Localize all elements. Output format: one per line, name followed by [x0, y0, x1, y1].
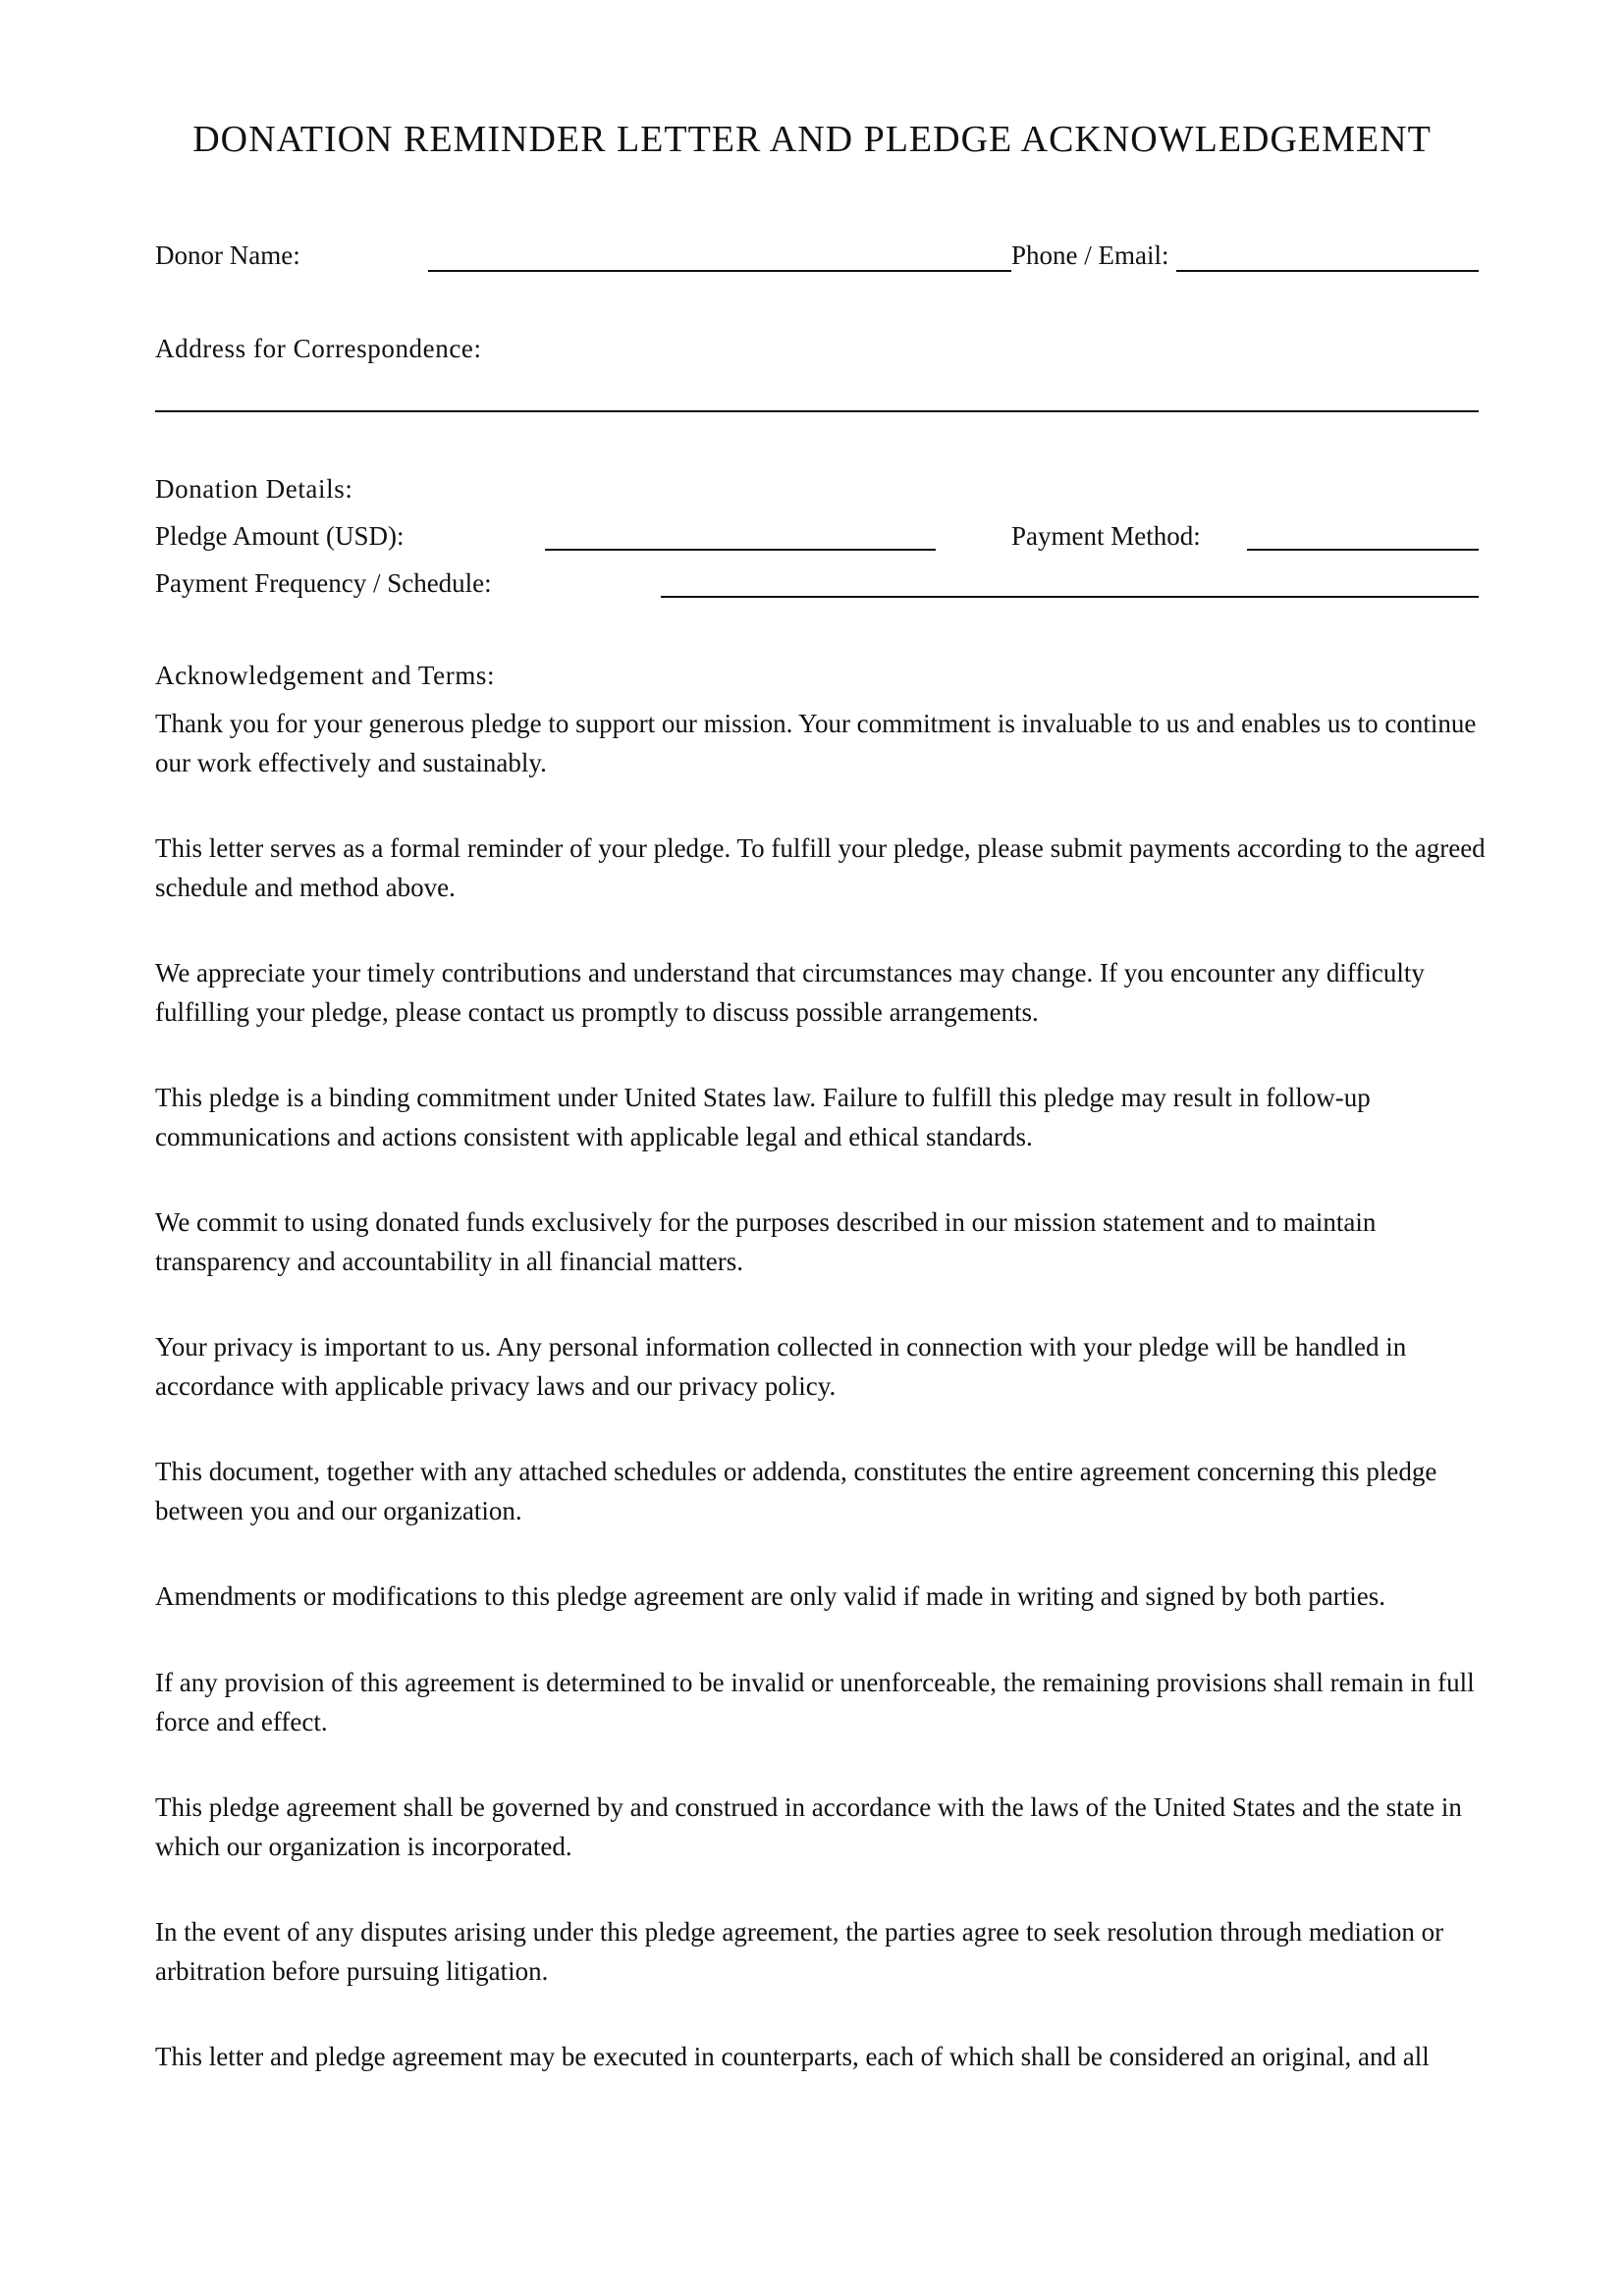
payment-method-field[interactable] [1247, 549, 1479, 551]
terms-paragraph: This letter and pledge agreement may be executed in counterparts, each of which shall be considered an original, and all [155, 2042, 1430, 2071]
terms-paragraph: This letter serves as a formal reminder of your pledge. To fulfill your pledge, please submit payments according to the agreed schedule and method above. [155, 833, 1486, 902]
terms-paragraph: We appreciate your timely contributions and understand that circumstances may change. If you encounter any difficulty fulfilling your pledge, please contact us promptly to discuss possible arrangements. [155, 958, 1425, 1027]
payment-method-label: Payment Method: [1011, 521, 1201, 551]
terms-paragraph: This document, together with any attached schedules or addenda, constitutes the entire agreement concerning this pledge between you and our organization. [155, 1457, 1437, 1525]
terms-heading: Acknowledgement and Terms: [155, 661, 496, 690]
donation-details-heading: Donation Details: [155, 474, 353, 504]
pledge-amount-label: Pledge Amount (USD): [155, 521, 405, 551]
address-field[interactable] [155, 410, 1479, 412]
terms-paragraph: This pledge is a binding commitment under United States law. Failure to fulfill this pledge may result in follow-up communications and actions consistent with applicable legal and ethical standards. [155, 1083, 1371, 1151]
pledge-amount-field[interactable] [545, 549, 936, 551]
payment-frequency-label: Payment Frequency / Schedule: [155, 568, 492, 598]
phone-email-field[interactable] [1176, 270, 1479, 272]
terms-paragraph: We commit to using donated funds exclusively for the purposes described in our mission statement and to maintain transparency and accountability in all financial matters. [155, 1207, 1377, 1276]
terms-paragraph: This pledge agreement shall be governed by and construed in accordance with the laws of the United States and the state in which our organization is incorporated. [155, 1792, 1462, 1861]
address-label: Address for Correspondence: [155, 334, 482, 363]
terms-paragraph: Thank you for your generous pledge to support our mission. Your commitment is invaluable to us and enables us to continue our work effectively and sustainably. [155, 709, 1477, 777]
payment-frequency-field[interactable] [661, 596, 1479, 598]
terms-paragraph: Amendments or modifications to this pledge agreement are only valid if made in writing and signed by both parties. [155, 1581, 1385, 1611]
document-title: DONATION REMINDER LETTER AND PLEDGE ACKNOWLEDGEMENT [192, 119, 1432, 160]
terms-paragraph: If any provision of this agreement is determined to be invalid or unenforceable, the remaining provisions shall remain in full force and effect. [155, 1668, 1475, 1736]
donor-name-label: Donor Name: [155, 240, 300, 270]
terms-paragraph: In the event of any disputes arising under this pledge agreement, the parties agree to seek resolution through mediation or arbitration before pursuing litigation. [155, 1917, 1444, 1986]
terms-paragraph: Your privacy is important to us. Any personal information collected in connection with your pledge will be handled in accordance with applicable privacy laws and our privacy policy. [155, 1332, 1407, 1401]
phone-email-label: Phone / Email: [1011, 240, 1169, 270]
donor-name-field[interactable] [428, 270, 1011, 272]
